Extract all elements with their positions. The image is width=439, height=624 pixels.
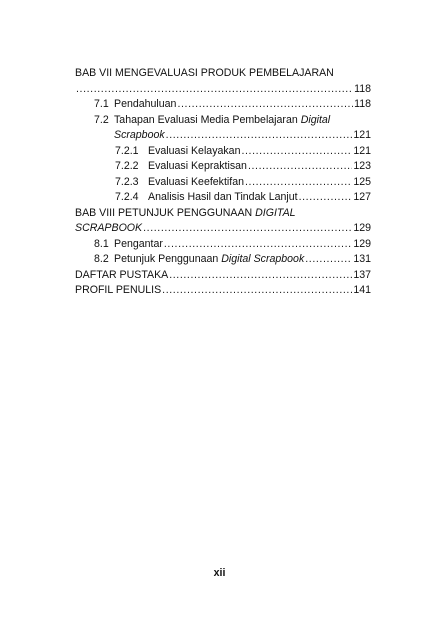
toc-entry-bab8-cont [75, 221, 371, 237]
toc-leader [143, 221, 352, 237]
toc-entry-daftar-pustaka [75, 268, 371, 284]
toc-leader [177, 97, 353, 113]
toc-page: 141 [353, 284, 371, 296]
toc-leader [241, 144, 352, 160]
toc-title [114, 113, 330, 129]
toc-page: 127 [353, 191, 371, 203]
toc-entry-7-1 [75, 97, 371, 113]
toc-number: 8.2 [94, 253, 109, 265]
toc-page: 129 [353, 222, 371, 234]
toc-title: Analisis Hasil dan Tindak Lanjut [148, 191, 298, 203]
toc-page: 129 [353, 237, 371, 250]
toc-page: 118 [354, 98, 371, 110]
toc-entry-bab7-title [75, 66, 371, 82]
toc-title: PROFIL PENULIS [75, 284, 162, 296]
toc-number: 7.2.3 [115, 175, 139, 188]
toc-number: 7.2.2 [115, 160, 139, 172]
toc-page: 137 [353, 268, 371, 281]
toc-title [114, 252, 304, 268]
toc-entry-7-2-2 [75, 159, 371, 175]
toc-entry-bab8-title [75, 206, 371, 222]
toc-page: 121 [353, 129, 371, 141]
toc-title-italic: Digital [300, 113, 331, 126]
toc-entry-8-2 [75, 252, 371, 268]
toc-title-italic: SCRAPBOOK [75, 222, 143, 234]
toc-page: 125 [353, 175, 371, 188]
toc-title-italic: Scrapbook [114, 129, 165, 141]
toc-title: DAFTAR PUSTAKA [75, 268, 169, 281]
toc-entry-bab7-leader [75, 82, 371, 98]
toc-number: 8.1 [94, 237, 109, 250]
toc-entry-7-2-4 [75, 190, 371, 206]
toc-entry-profil-penulis [75, 283, 371, 299]
toc-number: 7.2.4 [115, 191, 139, 203]
toc-title-text: BAB VIII PETUNJUK PENGGUNAAN [75, 206, 253, 219]
toc-leader [245, 175, 352, 191]
toc-leader [164, 237, 352, 253]
toc-leader [248, 159, 352, 175]
toc-leader [162, 283, 352, 299]
toc-page: 123 [353, 160, 371, 172]
toc-title-text: Tahapan Evaluasi Media Pembelajaran [114, 113, 298, 126]
toc-number: 7.2 [94, 113, 109, 126]
toc-leader [299, 190, 353, 206]
toc-title-text: Petunjuk Penggunaan [114, 253, 219, 265]
toc-entry-7-2-1 [75, 144, 371, 160]
page-number: xii [213, 567, 226, 579]
toc-page: 121 [353, 144, 371, 157]
toc-entry-7-2 [75, 113, 371, 129]
toc-entry-8-1 [75, 237, 371, 253]
toc-leader [305, 252, 352, 268]
toc-title-italic: DIGITAL [255, 206, 296, 219]
toc-title [75, 206, 296, 222]
toc-title: Pengantar [114, 237, 163, 250]
toc-leader [166, 128, 353, 144]
toc-number: 7.2.1 [115, 144, 139, 157]
toc-number: 7.1 [94, 98, 109, 110]
toc-title: Evaluasi Kelayakan [148, 144, 241, 157]
toc-title-italic: Digital Scrapbook [221, 253, 305, 265]
toc-entry-7-2-3 [75, 175, 371, 191]
toc-leader [76, 82, 353, 98]
toc-title: Evaluasi Keefektifan [148, 175, 244, 188]
toc-leader [169, 268, 352, 284]
toc-title: Pendahuluan [114, 98, 177, 110]
toc-title: Evaluasi Kepraktisan [148, 160, 247, 172]
toc-page: 118 [354, 82, 371, 95]
toc-entry-7-2-cont [75, 128, 371, 144]
toc-page: 131 [353, 253, 371, 265]
toc-title: BAB VII MENGEVALUASI PRODUK PEMBELAJARAN [75, 67, 334, 79]
table-of-contents [75, 66, 371, 299]
